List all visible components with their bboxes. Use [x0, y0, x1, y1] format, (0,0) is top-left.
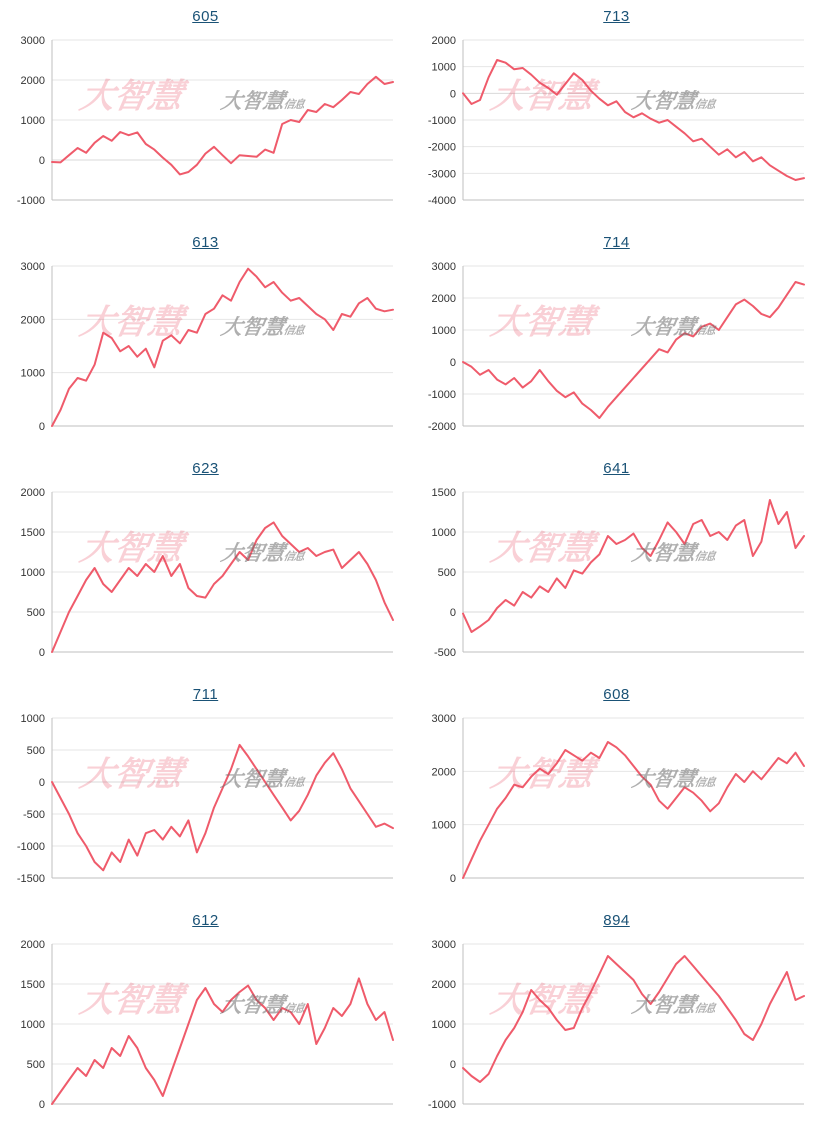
y-axis-tick-label: 1000 — [20, 713, 45, 725]
y-axis-tick-label: 3000 — [431, 713, 456, 725]
watermark-gray-main: 大智慧 — [630, 993, 698, 1018]
y-axis-tick-label: -4000 — [427, 195, 456, 207]
y-axis-tick-label: 0 — [449, 873, 456, 885]
y-axis-tick-label: 0 — [38, 647, 45, 659]
chart-title-link[interactable]: 641 — [603, 460, 630, 477]
watermark-red-text: 大智慧 — [487, 302, 597, 343]
watermark-red-text: 大智慧 — [76, 528, 186, 569]
watermark-red-text: 大智慧 — [487, 980, 597, 1021]
y-axis-tick-label: 3000 — [431, 939, 456, 951]
chart-title-link[interactable]: 612 — [192, 912, 219, 929]
y-axis-tick-label: 0 — [449, 88, 456, 101]
chart-panel — [411, 0, 822, 226]
line-chart-svg — [411, 252, 822, 448]
y-axis-tick-label: 500 — [26, 745, 45, 757]
watermark-gray-main: 大智慧 — [630, 767, 698, 792]
watermark-red-text: 大智慧 — [76, 76, 186, 117]
watermark-gray-main: 大智慧 — [219, 89, 287, 114]
y-axis-tick-label: 2000 — [431, 35, 456, 47]
chart-title-link[interactable]: 623 — [192, 460, 219, 477]
plot-area — [411, 478, 822, 674]
chart-panel — [411, 452, 822, 678]
chart-title-link[interactable]: 714 — [603, 234, 630, 251]
y-axis-tick-label: 0 — [449, 1059, 456, 1071]
chart-title-link[interactable]: 613 — [192, 234, 219, 251]
plot-area — [411, 704, 822, 900]
y-axis-tick-label: -1000 — [427, 115, 456, 127]
line-chart-svg — [411, 478, 822, 674]
watermark-gray-sub: 信息 — [693, 324, 716, 338]
watermark-gray-main: 大智慧 — [219, 767, 287, 792]
line-chart-svg — [0, 930, 411, 1126]
line-chart-svg — [411, 930, 822, 1126]
data-series-line — [52, 745, 393, 870]
y-axis-tick-label: 1000 — [20, 567, 45, 579]
y-axis-tick-label: 0 — [38, 421, 45, 433]
chart-panel — [0, 226, 411, 452]
data-series-line — [52, 522, 393, 652]
y-axis-tick-label: 500 — [437, 567, 456, 579]
watermark-gray-main: 大智慧 — [630, 315, 698, 340]
y-axis-tick-label: -1500 — [16, 873, 45, 885]
watermark-gray-sub: 信息 — [282, 324, 305, 338]
line-chart-svg — [0, 478, 411, 674]
plot-area — [0, 704, 411, 900]
watermark-gray-sub: 信息 — [693, 1002, 716, 1016]
line-chart-svg — [0, 704, 411, 900]
y-axis-tick-label: 3000 — [20, 35, 45, 47]
y-axis-tick-label: 500 — [26, 607, 45, 619]
y-axis-tick-label: 0 — [449, 357, 456, 369]
y-axis-tick-label: -2000 — [427, 141, 456, 154]
y-axis-tick-label: -1000 — [427, 1099, 456, 1111]
y-axis-tick-label: -1000 — [16, 195, 45, 207]
y-axis-tick-label: 2000 — [431, 293, 456, 305]
chart-title-link[interactable]: 608 — [603, 686, 630, 703]
chart-panel — [0, 678, 411, 904]
y-axis-tick-label: -3000 — [427, 168, 456, 181]
y-axis-tick-label: 1000 — [431, 1019, 456, 1031]
y-axis-tick-label: 2000 — [20, 75, 45, 87]
watermark-red-text: 大智慧 — [487, 528, 597, 569]
watermark-gray-sub: 信息 — [693, 98, 716, 112]
y-axis-tick-label: 500 — [26, 1059, 45, 1071]
watermark-gray-main: 大智慧 — [630, 541, 698, 566]
y-axis-tick-label: 3000 — [20, 261, 45, 273]
watermark-red-text: 大智慧 — [76, 980, 186, 1021]
watermark-gray-main: 大智慧 — [219, 993, 287, 1018]
watermark-gray-main: 大智慧 — [630, 89, 698, 114]
y-axis-tick-label: 1500 — [431, 487, 456, 499]
watermark-gray-sub: 信息 — [693, 776, 716, 790]
data-series-line — [463, 956, 804, 1082]
watermark-red-text: 大智慧 — [76, 754, 186, 795]
y-axis-tick-label: 2000 — [431, 766, 456, 779]
chart-title-link[interactable]: 713 — [603, 8, 630, 25]
y-axis-tick-label: 1000 — [431, 819, 456, 832]
watermark-red-text: 大智慧 — [487, 76, 597, 117]
watermark-gray-sub: 信息 — [282, 776, 305, 790]
y-axis-tick-label: -1000 — [16, 841, 45, 853]
chart-panel — [0, 904, 411, 1130]
y-axis-tick-label: 1500 — [20, 979, 45, 991]
y-axis-tick-label: 1000 — [431, 325, 456, 337]
watermark-gray-sub: 信息 — [282, 550, 305, 564]
y-axis-tick-label: 1000 — [20, 1019, 45, 1031]
y-axis-tick-label: -1000 — [427, 389, 456, 401]
watermark-gray-sub: 信息 — [693, 550, 716, 564]
y-axis-tick-label: -2000 — [427, 421, 456, 433]
plot-area — [411, 930, 822, 1126]
y-axis-tick-label: 1000 — [431, 61, 456, 74]
plot-area — [411, 26, 822, 222]
y-axis-tick-label: -500 — [433, 647, 456, 659]
y-axis-tick-label: 2000 — [20, 939, 45, 951]
data-series-line — [463, 282, 804, 418]
y-axis-tick-label: -500 — [22, 809, 45, 821]
y-axis-tick-label: 0 — [38, 777, 45, 789]
y-axis-tick-label: 1500 — [20, 527, 45, 539]
data-series-line — [463, 742, 804, 878]
line-chart-svg — [411, 704, 822, 900]
chart-title-link[interactable]: 711 — [192, 686, 219, 703]
y-axis-tick-label: 0 — [449, 607, 456, 619]
data-series-line — [52, 978, 393, 1104]
watermark-gray-main: 大智慧 — [219, 541, 287, 566]
y-axis-tick-label: 2000 — [20, 487, 45, 499]
plot-area — [0, 26, 411, 222]
chart-panel — [0, 452, 411, 678]
chart-panel — [411, 904, 822, 1130]
line-chart-svg — [0, 26, 411, 222]
plot-area — [0, 478, 411, 674]
y-axis-tick-label: 1000 — [431, 527, 456, 539]
line-chart-svg — [0, 252, 411, 448]
line-chart-svg — [411, 26, 822, 222]
chart-panel — [411, 226, 822, 452]
chart-title-link[interactable]: 605 — [192, 8, 219, 25]
chart-title-link[interactable]: 894 — [603, 912, 630, 929]
chart-panel — [411, 678, 822, 904]
watermark-gray-main: 大智慧 — [219, 315, 287, 340]
watermark-gray-sub: 信息 — [282, 1002, 305, 1016]
plot-area — [0, 930, 411, 1126]
watermark-gray-sub: 信息 — [282, 98, 305, 112]
watermark-red-text: 大智慧 — [487, 754, 597, 795]
y-axis-tick-label: 3000 — [431, 261, 456, 273]
y-axis-tick-label: 2000 — [20, 314, 45, 327]
watermark-red-text: 大智慧 — [76, 302, 186, 343]
plot-area — [411, 252, 822, 448]
y-axis-tick-label: 2000 — [431, 979, 456, 991]
plot-area — [0, 252, 411, 448]
data-series-line — [52, 269, 393, 426]
y-axis-tick-label: 1000 — [20, 367, 45, 380]
y-axis-tick-label: 0 — [38, 1099, 45, 1111]
y-axis-tick-label: 0 — [38, 155, 45, 167]
y-axis-tick-label: 1000 — [20, 115, 45, 127]
chart-panel — [0, 0, 411, 226]
